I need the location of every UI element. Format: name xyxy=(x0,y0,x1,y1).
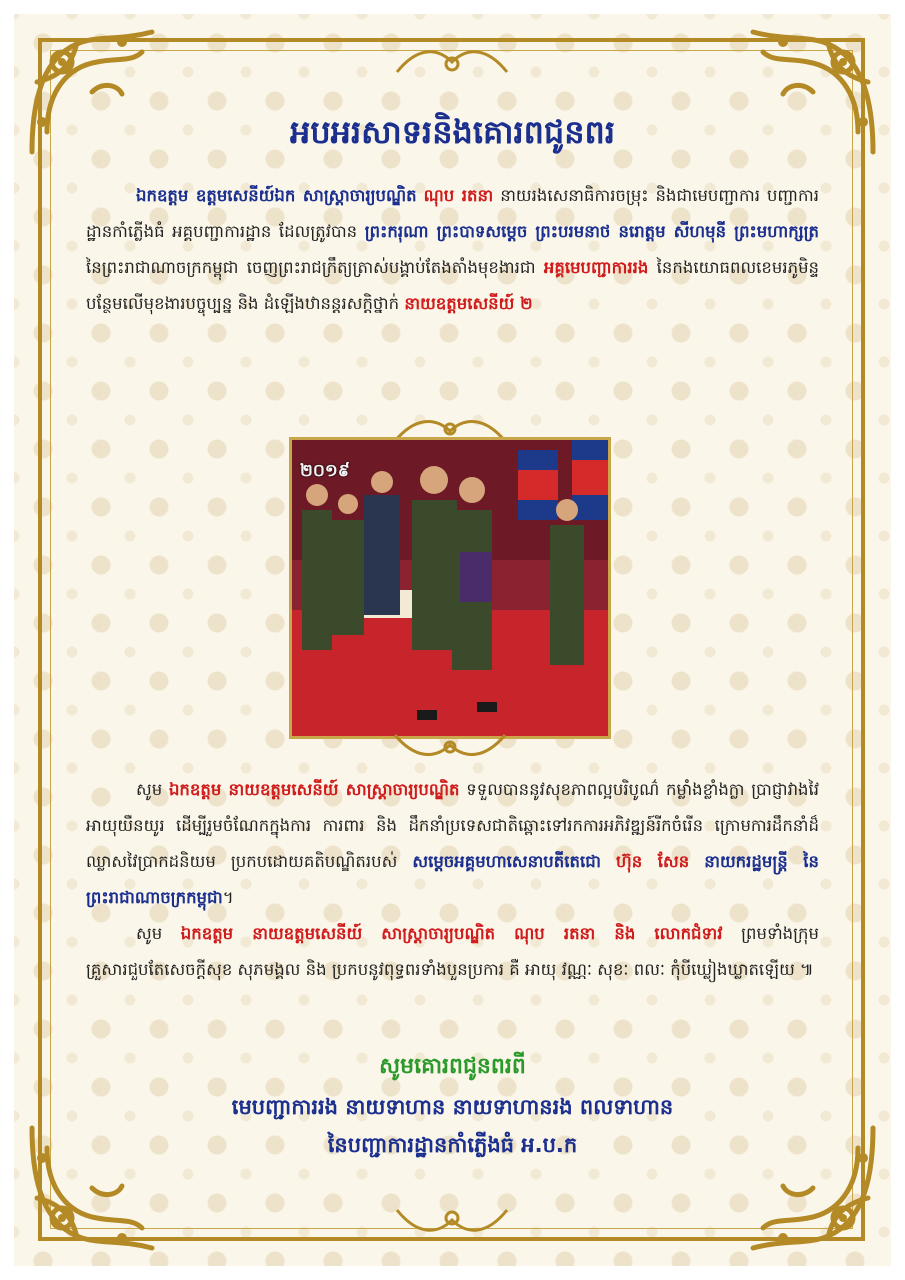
announcement-text-a: នាយរងសេនាធិការចម្រុះ និងជាមេបញ្ជាការ បញ្ជាការដ្ឋានកាំភ្លើងធំ អគ្គបញ្ជាការដ្ឋាន ដែលត្រូវបាន xyxy=(86,186,820,241)
certificate-title: អបអរសាទរនិងគោរពជូនពរ xyxy=(290,113,615,151)
leader-name: ហ៊ុន សែន xyxy=(616,852,690,871)
family-wishes-lead: សូម xyxy=(136,924,163,943)
king-title: ព្រះករុណា ព្រះបាទសម្តេច ព្រះបរមនាថ នរោត្តម សីហមុនី ព្រះមហាក្សត្រ xyxy=(364,222,819,241)
wishes-end: ។ xyxy=(222,888,234,907)
family-wishes-honoree: ឯកឧត្តម នាយឧត្តមសេនីយ៍ សាស្ត្រាចារ្យបណ្ឌិត ណុប រតនា និង លោកជំទាវ xyxy=(180,924,723,943)
honoree-name: ណុប រតនា xyxy=(423,186,494,205)
announcement-paragraph xyxy=(86,178,819,322)
closing-line: សូមគោរពជូនពរពី xyxy=(379,1054,526,1079)
family-wishes-paragraph xyxy=(86,916,819,988)
photo-bottom-ornament xyxy=(390,733,510,763)
announcement-text-b: នៃព្រះរាជាណាចក្រកម្ពុជា ចេញព្រះរាជក្រឹត្យត្រាស់បង្គាប់តែងតាំងមុខងារជា xyxy=(86,258,536,277)
family-wishes-text: ព្រមទាំងក្រុមគ្រួសារជួបតែសេចក្តីសុខ សុភមង្គល និង ប្រកបនូវពុទ្ធពរទាំងបួនប្រការ គឺ អាយុ វណ្ណៈ សុខៈ ពលៈ កុំបីឃ្លៀងឃ្លាតឡើយ ៕ xyxy=(86,924,819,979)
announcement-text-c: នៃកងយោធពលខេមរភូមិន្ទ បន្ថែមលើមុខងារបច្ចុប្បន្ន និង ដំឡើងឋានន្តរសក្តិថ្នាក់ xyxy=(86,258,820,313)
ceremony-photo xyxy=(289,437,611,739)
ceremony-photo-block xyxy=(289,437,611,739)
honoree-rank: ឯកឧត្តម ឧត្តមសេនីយ៍ឯក សាស្ត្រាចារ្យបណ្ឌិត xyxy=(136,186,417,205)
wishes-lead: សូម xyxy=(136,780,163,799)
signature-line-2: នៃបញ្ជាការដ្ឋានកាំភ្លើងធំ អ.ប.ក xyxy=(327,1133,578,1157)
wishes-text: ទទួលបាននូវសុខភាពល្អបរិបូណ៌ កម្លាំងខ្លាំងក្លា ប្រាជ្ញាវាងវៃ អាយុយឺនយូរ ដើម្បីរួមចំណែកក្នុងការ ការពារ និង ដឹកនាំប្រទេសជាតិឆ្ពោះទៅរកការអភិវឌ្ឍន៍រីកចំរើន ក្រោមការដឹកនាំដ៏ឈ្លាសវៃប្រាកដនិយម ប្រកបដោយគតិបណ្ឌិតរបស់ xyxy=(86,780,820,871)
wishes-paragraph xyxy=(86,772,819,916)
wishes-honoree: ឯកឧត្តម នាយឧត្តមសេនីយ៍ សាស្ត្រាចារ្យបណ្ឌិត xyxy=(168,780,460,799)
top-center-ornament xyxy=(392,42,512,82)
leader-role: នាយករដ្ឋមន្ត្រី នៃព្រះរាជាណាចក្រកម្ពុជា xyxy=(86,852,820,907)
bottom-center-ornament xyxy=(392,1200,512,1240)
photo-year-label: ២០១៩ xyxy=(300,461,350,481)
new-rank: នាយឧត្តមសេនីយ៍ ២ xyxy=(404,294,533,313)
leader-title: សម្តេចអគ្គមហាសេនាបតីតេជោ xyxy=(412,852,601,871)
new-position: អគ្គមេបញ្ជាការរង xyxy=(543,258,649,277)
signature-line-1: មេបញ្ជាការរង នាយទាហាន នាយទាហានរង ពលទាហាន xyxy=(231,1095,674,1119)
